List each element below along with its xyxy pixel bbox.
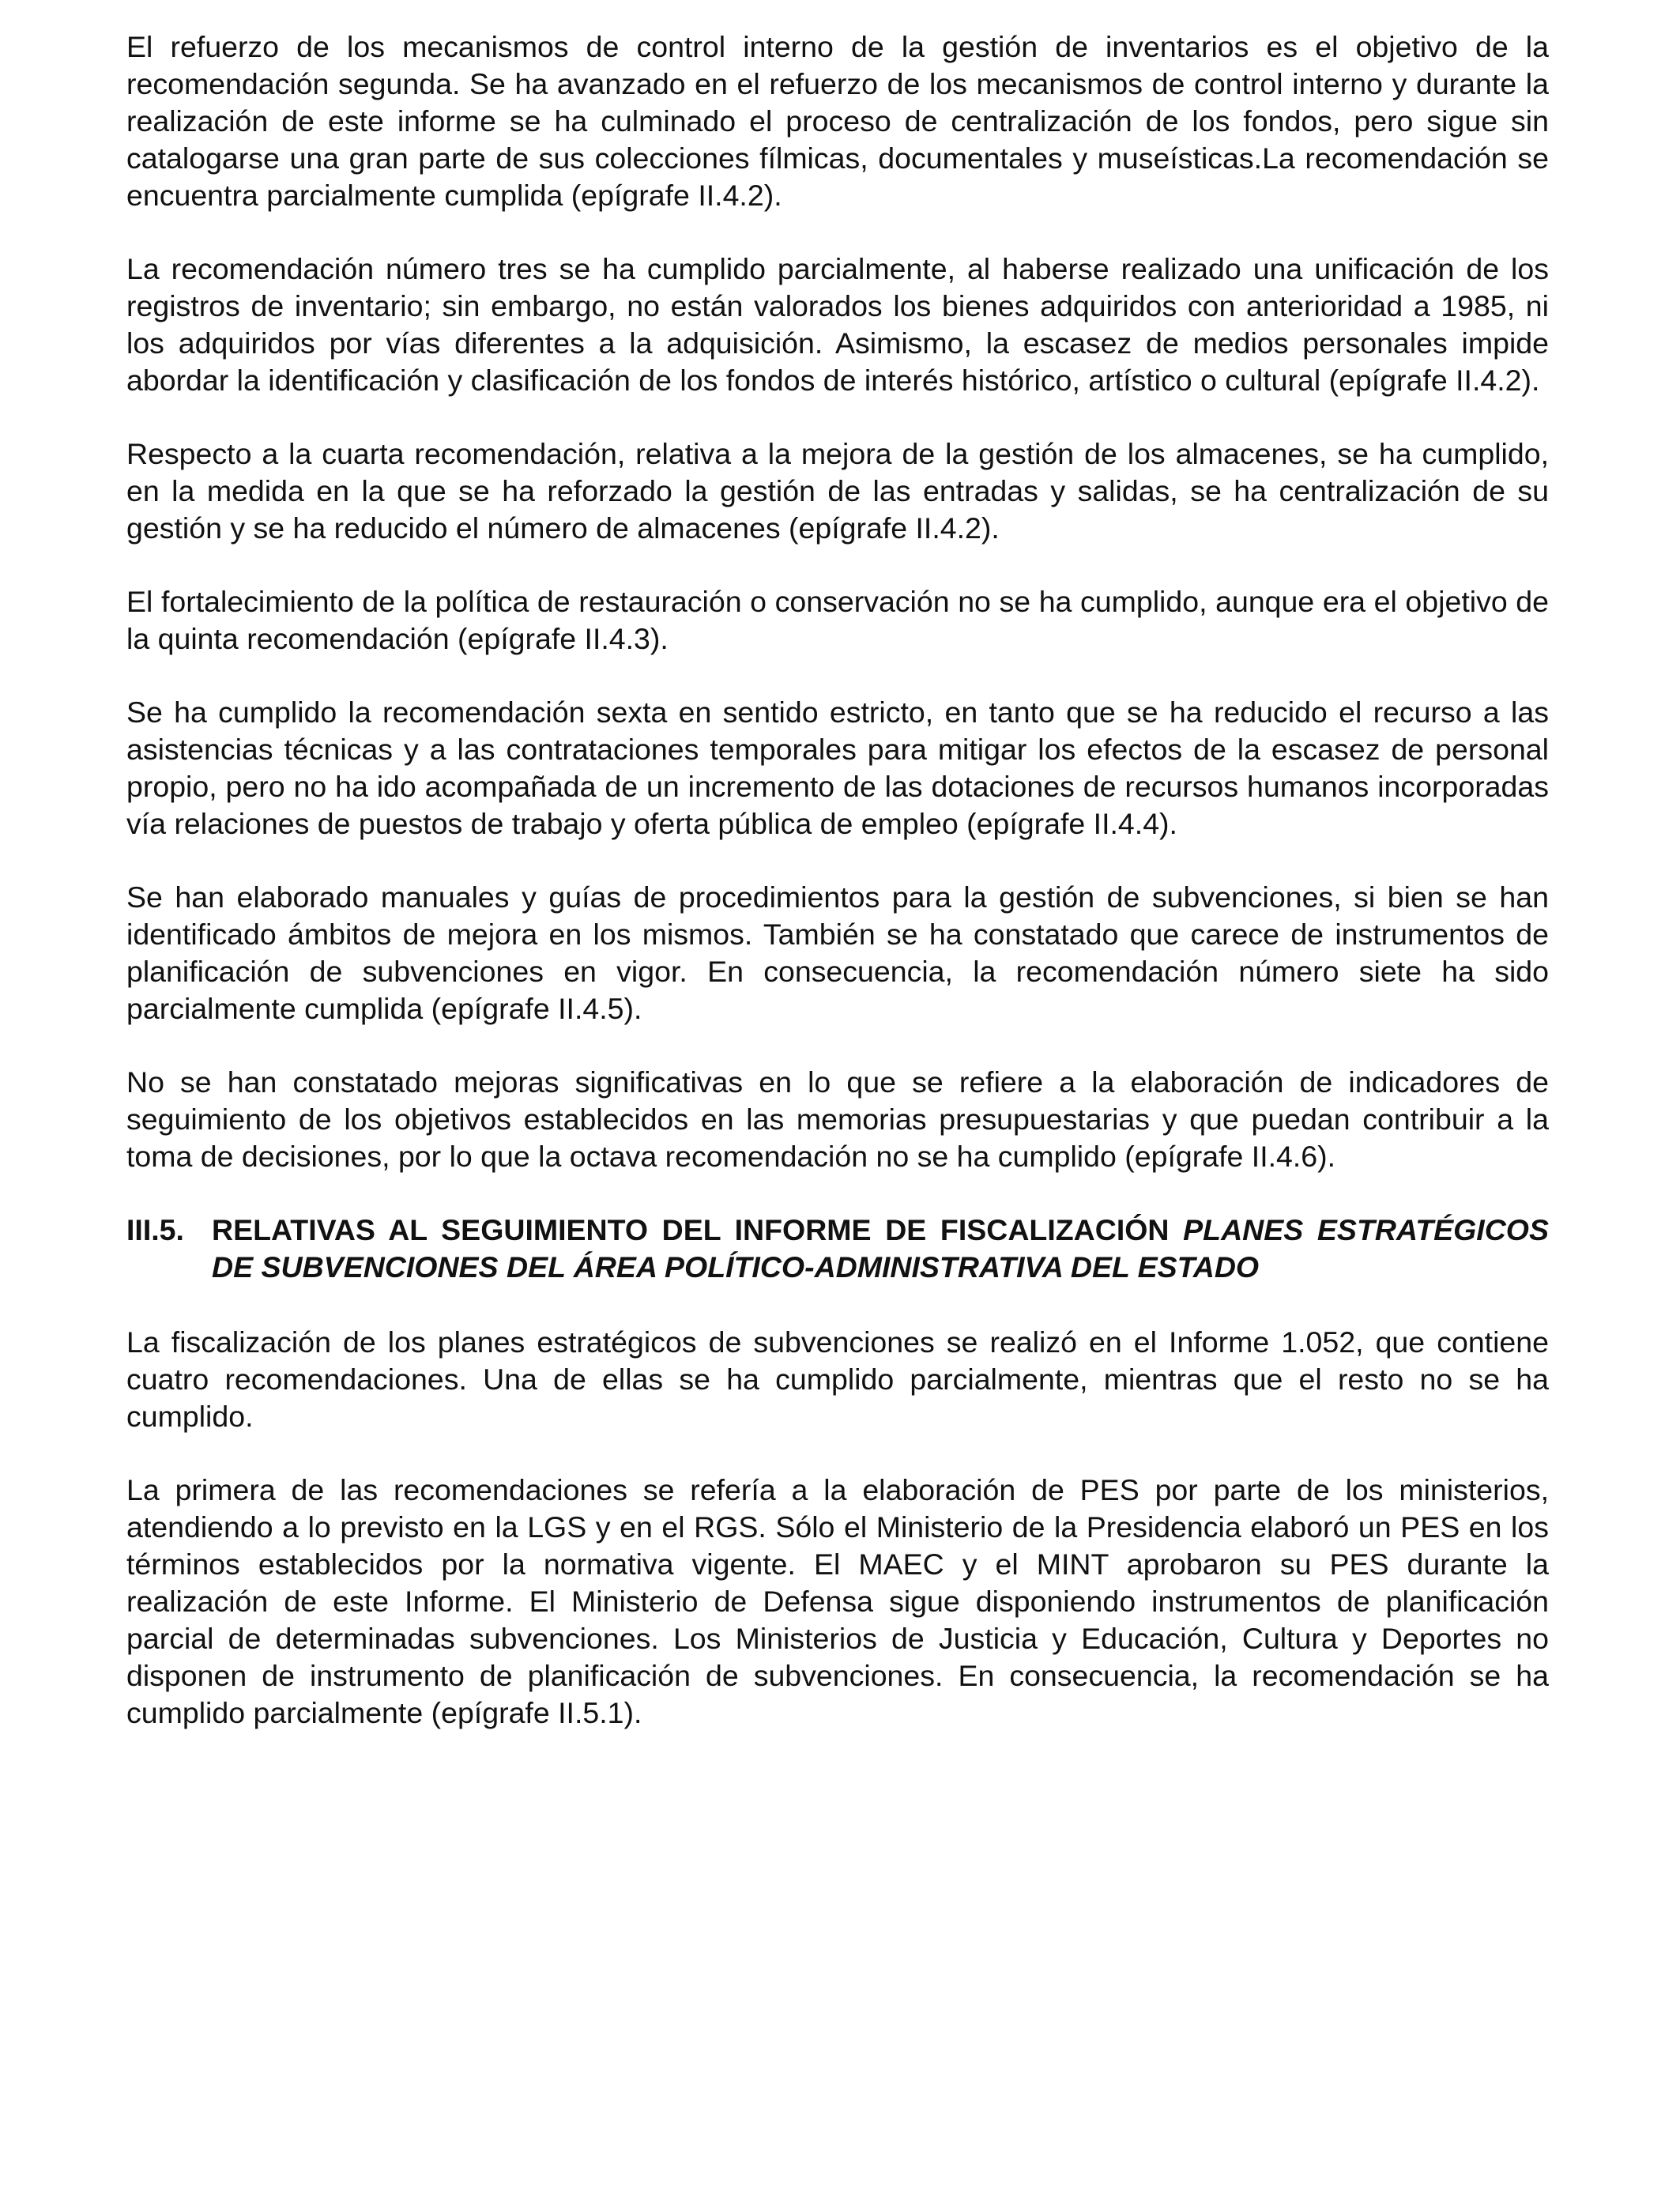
- paragraph-primera-recomendacion: La primera de las recomendaciones se refería a la elaboración de PES por parte de los ministerios, atendiendo a lo previsto en la LGS y en el RGS. Sólo el Ministerio de la Presidencia elaboró un PES en los términos establecidos por la normativa vigente. El MAEC y el MINT aprobaron su PES durante la realización de este Informe. El Ministerio de Defensa sigue disponiendo instrumentos de planificación parcial de determinadas subvenciones. Los Ministerios de Justicia y Educación, Cultura y Deportes no disponen de instrumento de planificación de subvenciones. En consecuencia, la recomendación se ha cumplido parcialmente (epígrafe II.5.1).: [126, 1473, 1549, 1729]
- section-number: III.5.: [126, 1213, 184, 1246]
- paragraph-recomendacion-tercera: La recomendación número tres se ha cumplido parcialmente, al haberse realizado una unificación de los registros de inventario; sin embargo, no están valorados los bienes adquiridos con anterioridad a 1985, ni los adquiridos por vías diferentes a la adquisición. Asimismo, la escasez de medios personales impide abordar la identificación y clasificación de los fondos de interés histórico, artístico o cultural (epígrafe II.4.2).: [126, 252, 1549, 397]
- paragraph-recomendacion-sexta: Se ha cumplido la recomendación sexta en sentido estricto, en tanto que se ha reducido el recurso a las asistencias técnicas y a las contrataciones temporales para mitigar los efectos de la escasez de personal propio, pero no ha ido acompañada de un incremento de las dotaciones de recursos humanos incorporadas vía relaciones de puestos de trabajo y oferta pública de empleo (epígrafe II.4.4).: [126, 696, 1549, 840]
- section-heading: [126, 1212, 1549, 1286]
- paragraph-recomendacion-segunda: El refuerzo de los mecanismos de control interno de la gestión de inventarios es el objetivo de la recomendación segunda. Se ha avanzado en el refuerzo de los mecanismos de control interno y durante la realización de este informe se ha culminado el proceso de centralización de los fondos, pero sigue sin catalogarse una gran parte de sus colecciones fílmicas, documentales y museísticas.La recomendación se encuentra parcialmente cumplida (epígrafe II.4.2).: [126, 30, 1549, 212]
- paragraph-recomendacion-octava: No se han constatado mejoras significativas en lo que se refiere a la elaboración de indicadores de seguimiento de los objetivos establecidos en las memorias presupuestarias y que puedan contribuir a la toma de decisiones, por lo que la octava recomendación no se ha cumplido (epígrafe II.4.6).: [126, 1065, 1549, 1173]
- paragraph-recomendacion-cuarta: Respecto a la cuarta recomendación, relativa a la mejora de la gestión de los almacenes, se ha cumplido, en la medida en la que se ha reforzado la gestión de las entradas y salidas, se ha centralización de su gestión y se ha reducido el número de almacenes (epígrafe II.4.2).: [126, 437, 1549, 545]
- section-title: [212, 1212, 1549, 1286]
- paragraph-recomendacion-septima: Se han elaborado manuales y guías de procedimientos para la gestión de subvenciones, si bien se han identificado ámbitos de mejora en los mismos. También se ha constatado que carece de instrumentos de planificación de subvenciones en vigor. En consecuencia, la recomendación número siete ha sido parcialmente cumplida (epígrafe II.4.5).: [126, 880, 1549, 1025]
- section-title-bold: RELATIVAS AL SEGUIMIENTO DEL INFORME DE FISCALIZACIÓN: [212, 1213, 1184, 1246]
- paragraph-recomendacion-quinta: El fortalecimiento de la política de restauración o conservación no se ha cumplido, aunque era el objetivo de la quinta recomendación (epígrafe II.4.3).: [126, 585, 1549, 655]
- paragraph-fiscalizacion-pes: La fiscalización de los planes estratégicos de subvenciones se realizó en el Informe 1.052, que contiene cuatro recomendaciones. Una de ellas se ha cumplido parcialmente, mientras que el resto no se ha cumplido.: [126, 1325, 1549, 1433]
- document-body: [126, 28, 1549, 1768]
- section-title-italic: PLANES ESTRATÉGICOS DE SUBVENCIONES DEL ÁREA POLÍTICO-ADMINISTRATIVA DEL ESTADO: [212, 1213, 1549, 1284]
